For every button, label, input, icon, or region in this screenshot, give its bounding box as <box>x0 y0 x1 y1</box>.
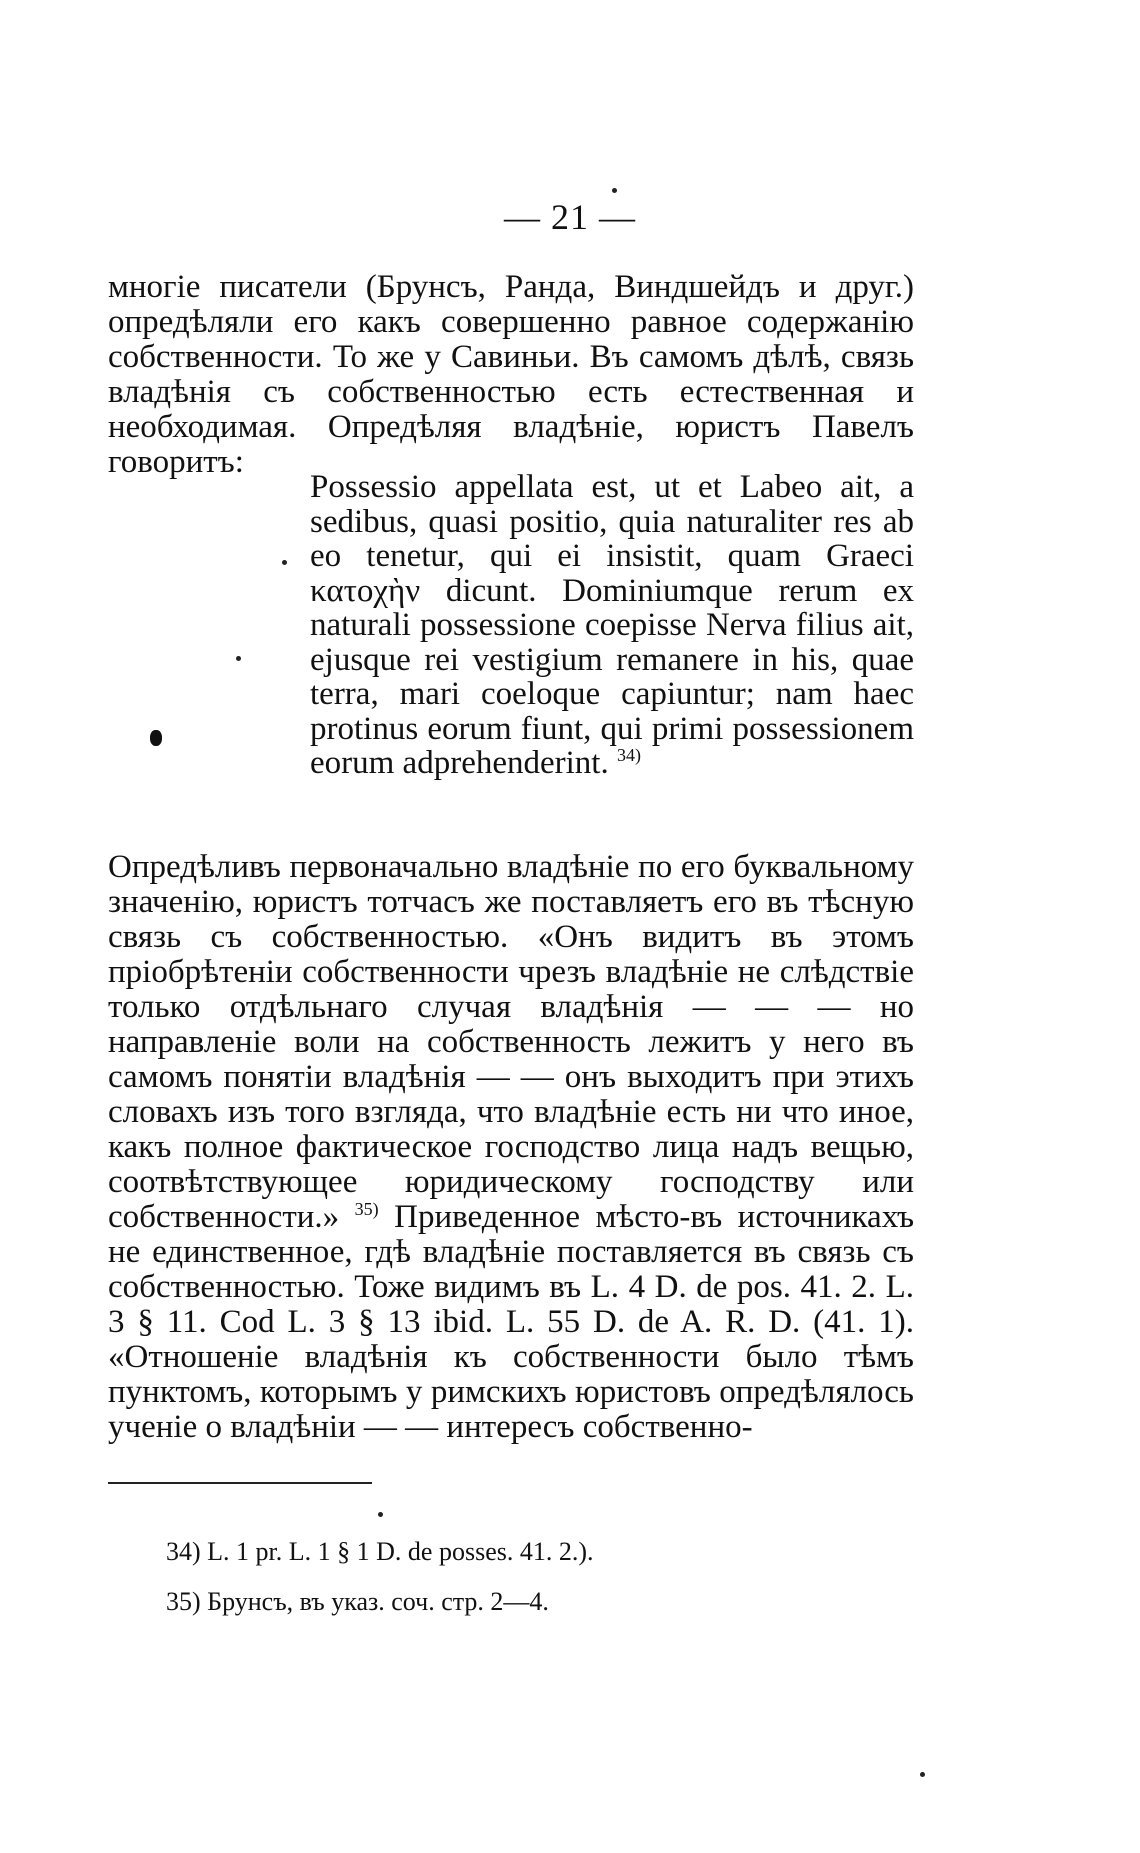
footnote-ref-34: 34) <box>616 745 641 765</box>
paragraph-2-part-2: Приведенное мѣсто-въ источникахъ не единственное, гдѣ владѣніе поставляется въ связь съ собственностью. Тоже видимъ въ L. 4 D. de pos. 41. 2. L. 3 § 11. Cod L. 3 § 13 ibid. L. 55 D. de A. R. D. (41. 1). «Отношеніе владѣнія къ собственности было тѣмъ пунктомъ, которымъ у римскихъ юристовъ опредѣлялось ученіе о владѣніи — — интересъ собственно- <box>108 1199 915 1445</box>
paragraph-2-part-1: Опредѣливъ первоначально владѣніе по его буквальному значенію, юристъ тотчасъ же поставляетъ его въ тѣсную связь съ собственностью. «Онъ видитъ въ этомъ пріобрѣтеніи собственности чрезъ владѣніе не слѣдствіе только отдѣльнаго случая владѣнія — — — но направленіе воли на собственность лежитъ у него въ самомъ понятіи владѣнія — — онъ выходитъ при этихъ словахъ изъ того взгляда, что владѣніе есть ни что иное, какъ полное фактическое господство лица надъ вещью, соотвѣтствующее юридическому господству или собственности.» <box>108 849 914 1235</box>
page-number: — 21 — <box>504 197 636 237</box>
footnote-ref-35: 35) <box>354 1199 379 1219</box>
paragraph-1: многіе писатели (Брунсъ, Ранда, Виндшейдъ и друг.) опредѣляли его какъ совершенно равное содержанію собственности. То же у Савиньи. Въ самомъ дѣлѣ, связь владѣнія съ собственностью есть естественная и необходимая. Опредѣляя владѣніе, юристъ Павелъ говоритъ: <box>108 269 914 480</box>
latin-quotation <box>310 470 914 781</box>
footnote-35: 35) Брунсъ, въ указ. соч. стр. 2—4. <box>166 1587 549 1616</box>
quotation-text: Possessio appellata est, ut et Labeo ait, a sedibus, quasi positio, quia naturaliter res ab eo tenetur, qui ei insistit, quam Graeci κατοχὴν dicunt. Dominiumque rerum ex naturali possessione coepisse Nerva filius ait, ejusque rei vestigium remanere in his, quae terra, mari coeloque capiuntur; nam haec protinus eorum fiunt, qui primi possessionem eorum adprehenderint. <box>310 469 914 781</box>
paragraph-2 <box>108 850 914 1445</box>
footnote-divider <box>108 1482 372 1484</box>
print-speck <box>920 1772 925 1777</box>
print-speck <box>612 188 617 193</box>
footnote-34: 34) L. 1 pr. L. 1 § 1 D. de posses. 41. 2.). <box>166 1537 594 1566</box>
print-speck <box>282 560 287 565</box>
footnotes <box>166 1527 926 1627</box>
ink-blot <box>150 730 162 746</box>
print-speck <box>236 656 241 661</box>
print-speck <box>378 1512 383 1517</box>
